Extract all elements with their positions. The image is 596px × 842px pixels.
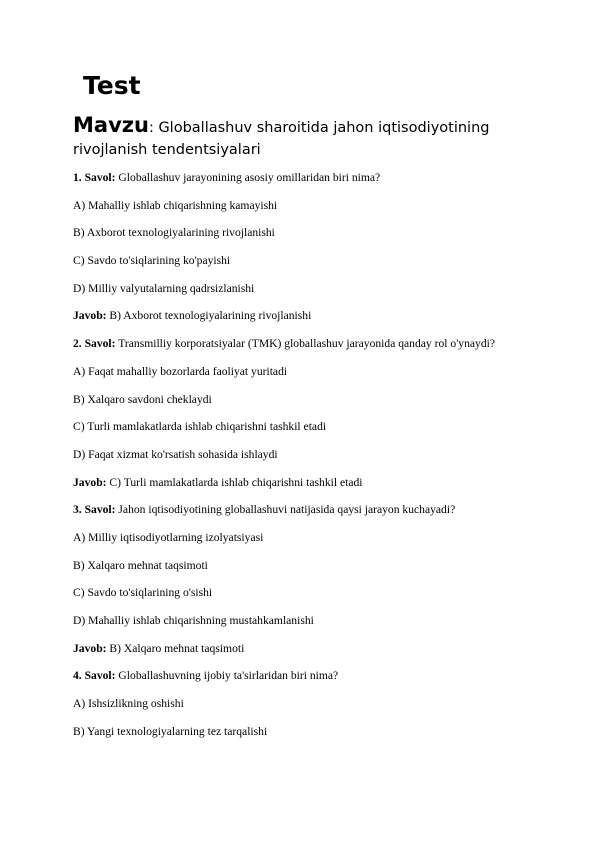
option-b: B) Xalqaro mehnat taqsimoti [73,558,208,572]
option-d: D) Milliy valyutalarning qadrsizlanishi [73,281,255,295]
option-b: B) Axborot texnologiyalarining rivojlanishi [73,226,275,240]
document-title: Test [83,71,141,100]
question-4 [73,668,573,696]
option-c: C) Savdo to'siqlarining o'sishi [73,586,213,600]
question-1 [73,170,573,198]
topic-heading [73,114,543,161]
question-text: Jahon iqtisodiyotining globallashuvi natijasida qaysi jarayon kuchayadi? [118,503,456,517]
question-2 [73,336,573,364]
question-number: 4. Savol: [73,669,116,683]
option-b: B) Xalqaro savdoni cheklaydi [73,392,212,406]
question-list [73,170,573,751]
question-3 [73,502,573,530]
option-a: A) Mahalliy ishlab chiqarishning kamayishi [73,198,278,212]
option-d: D) Mahalliy ishlab chiqarishning mustahkamlanishi [73,614,314,627]
option-a: A) Ishsizlikning oshishi [73,697,184,711]
answer-label: Javob: [73,475,107,489]
option-a: A) Faqat mahalliy bozorlarda faoliyat yuritadi [73,364,288,378]
question-text: Globallashuv jarayonining asosiy omillaridan biri nima? [118,171,381,184]
question-text: Globallashuvning ijobiy ta'sirlaridan biri nima? [118,669,339,683]
answer-2 [73,475,573,503]
answer-text: B) Axborot texnologiyalarining rivojlanishi [109,309,312,323]
option-d: D) Faqat xizmat ko'rsatish sohasida ishlaydi [73,447,278,461]
answer-label: Javob: [73,641,107,655]
topic-text: Globallashuv sharoitida jahon iqtisodiyotining rivojlanish tendentsiyalari [73,120,490,158]
question-number: 3. Savol: [73,503,116,517]
option-c: C) Savdo to'siqlarining ko'payishi [73,254,231,268]
question-number: 1. Savol: [73,171,116,184]
topic-label: Mavzu [73,113,149,137]
question-text: Transmilliy korporatsiyalar (TMK) globallashuv jarayonida qanday rol o'ynaydi? [118,337,495,351]
answer-3 [73,641,573,669]
answer-text: C) Turli mamlakatlarda ishlab chiqarishni tashkil etadi [109,475,363,489]
topic-separator: : [148,120,154,136]
option-b: B) Yangi texnologiyalarning tez tarqalishi [73,724,268,738]
answer-1 [73,308,573,336]
answer-label: Javob: [73,309,107,323]
option-a: A) Milliy iqtisodiyotlarning izolyatsiyasi [73,530,264,544]
question-number: 2. Savol: [73,337,116,351]
answer-text: B) Xalqaro mehnat taqsimoti [109,641,245,655]
option-c: C) Turli mamlakatlarda ishlab chiqarishni tashkil etadi [73,420,327,434]
